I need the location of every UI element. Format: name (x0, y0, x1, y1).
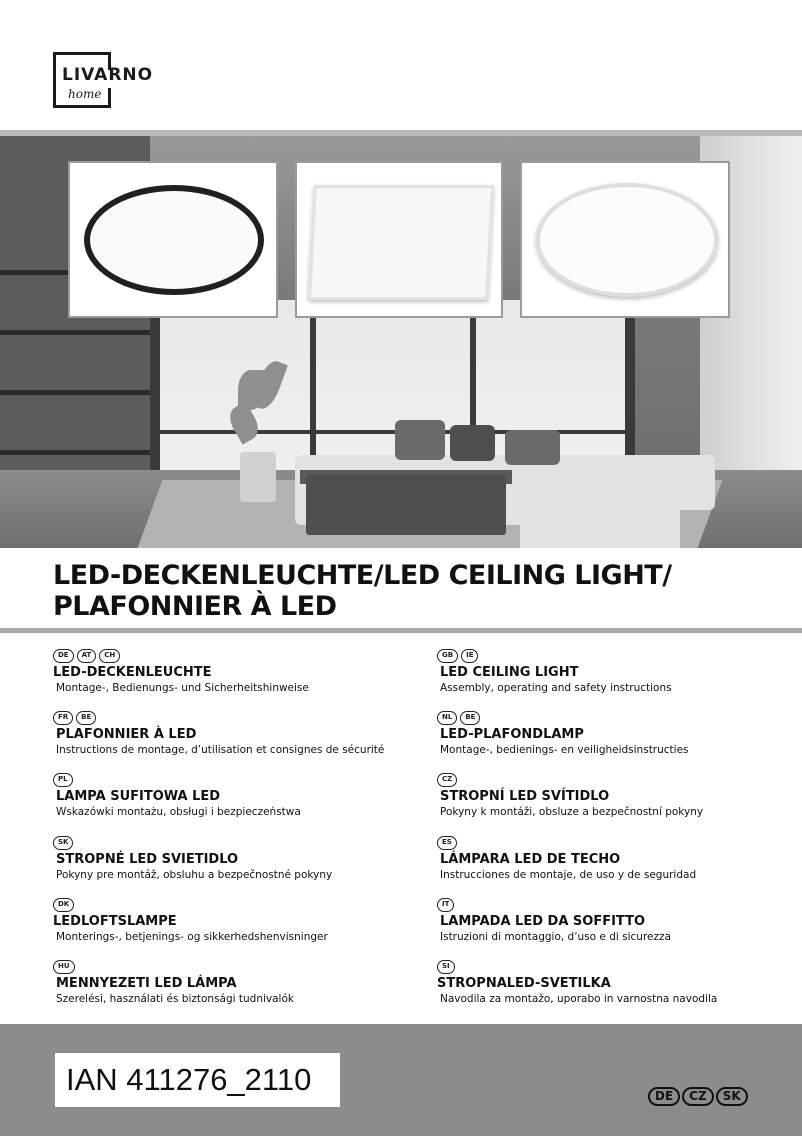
entry-subtitle: Pokyny pre montáž, obsluhu a bezpečnostné pokyny (56, 869, 333, 881)
entry-subtitle: Montage-, Bedienungs- und Sicherheitshinweise (56, 682, 309, 694)
entry-sk (53, 836, 413, 882)
flag-badge: DE (53, 649, 74, 663)
hero-top-band (0, 130, 802, 136)
language-flags (53, 649, 413, 663)
round-white-lamp-image (536, 183, 718, 297)
language-badge: CZ (682, 1087, 714, 1106)
title-line-2: PLAFONNIER À LED (53, 591, 337, 622)
flag-badge: DK (53, 898, 74, 912)
language-flags (53, 898, 413, 912)
flag-badge: IE (461, 649, 478, 663)
entry-title: LED-PLAFONDLAMP (440, 727, 584, 742)
flag-badge: BE (460, 711, 480, 725)
entry-dk (53, 898, 413, 944)
entry-de (53, 649, 413, 695)
entry-subtitle: Szerelési, használati és biztonsági tudnivalók (56, 993, 294, 1005)
square-lamp-image (308, 185, 494, 300)
entry-subtitle: Instructions de montage, d’utilisation et consignes de sécurité (56, 744, 385, 756)
flag-badge: CH (99, 649, 120, 663)
language-flags (437, 960, 797, 974)
entry-subtitle: Montage-, bedienings- en veiligheidsinstructies (440, 744, 689, 756)
flag-badge: SI (437, 960, 455, 974)
entry-title: LAMPA SUFITOWA LED (56, 789, 221, 804)
entry-subtitle: Pokyny k montáži, obsluze a bezpečnostní pokyny (440, 806, 704, 818)
entry-subtitle: Monterings-, betjenings- og sikkerhedshenvisninger (56, 931, 328, 943)
flag-badge: BE (76, 711, 96, 725)
flag-badge: PL (53, 773, 73, 787)
flag-badge: ES (437, 836, 457, 850)
coffee-table (306, 475, 506, 535)
entry-title: LÁMPARA LED DE TECHO (440, 852, 621, 867)
flag-badge: GB (437, 649, 458, 663)
entry-title: STROPNALED-SVETILKA (437, 976, 611, 991)
document-title (53, 560, 773, 622)
logo-frame-bottom (108, 88, 111, 108)
entry-subtitle: Istruzioni di montaggio, d’uso e di sicurezza (440, 931, 671, 943)
title-divider (0, 628, 802, 633)
entry-title: PLAFONNIER À LED (56, 727, 197, 742)
entry-it (437, 898, 797, 944)
entry-title: STROPNÉ LED SVIETIDLO (56, 852, 239, 867)
entry-pl (53, 773, 413, 819)
entry-nl (437, 711, 797, 757)
flag-badge: IT (437, 898, 454, 912)
entry-hu (53, 960, 413, 1006)
round-black-lamp-image (84, 185, 264, 295)
language-flags (53, 836, 413, 850)
flag-badge: SK (53, 836, 73, 850)
entry-title: MENNYEZETI LED LÁMPA (56, 976, 237, 991)
language-flags (437, 898, 797, 912)
flag-badge: AT (77, 649, 97, 663)
entry-title: LEDLOFTSLAMPE (53, 914, 177, 929)
title-line-1: LED-DECKENLEUCHTE/LED CEILING LIGHT/ (53, 560, 672, 591)
language-flags (437, 649, 797, 663)
entry-title: STROPNÍ LED SVÍTIDLO (440, 789, 610, 804)
language-badge: DE (648, 1087, 680, 1106)
language-flags (53, 711, 413, 725)
flag-badge: FR (53, 711, 73, 725)
entry-si (437, 960, 797, 1006)
ian-number: IAN 411276_2110 (66, 1062, 312, 1097)
entry-gb (437, 649, 797, 695)
product-photo-round-white (520, 161, 730, 318)
language-flags (437, 773, 797, 787)
footer-language-badges (648, 1087, 748, 1106)
entry-title: LED-DECKENLEUCHTE (53, 665, 212, 680)
entry-cz (437, 773, 797, 819)
entry-title: LED CEILING LIGHT (440, 665, 579, 680)
flag-badge: NL (437, 711, 457, 725)
language-flags (53, 773, 413, 787)
entry-title: LAMPADA LED DA SOFFITTO (440, 914, 646, 929)
entry-subtitle: Navodila za montažo, uporabo in varnostna navodila (440, 993, 718, 1005)
language-badge: SK (716, 1087, 748, 1106)
entry-subtitle: Assembly, operating and safety instructions (440, 682, 672, 694)
entry-subtitle: Wskazówki montażu, obsługi i bezpieczeństwa (56, 806, 301, 818)
flag-badge: HU (53, 960, 75, 974)
product-photo-round-black (68, 161, 278, 318)
logo-brand-sub: home (68, 87, 102, 101)
language-flags (437, 711, 797, 725)
plant-pot (240, 452, 276, 502)
language-flags (437, 836, 797, 850)
language-flags (53, 960, 413, 974)
flag-badge: CZ (437, 773, 457, 787)
entry-es (437, 836, 797, 882)
logo-brand-name: LIVARNO (62, 65, 154, 85)
entry-subtitle: Instrucciones de montaje, de uso y de seguridad (440, 869, 697, 881)
entry-fr (53, 711, 413, 757)
product-photo-square (295, 161, 503, 318)
